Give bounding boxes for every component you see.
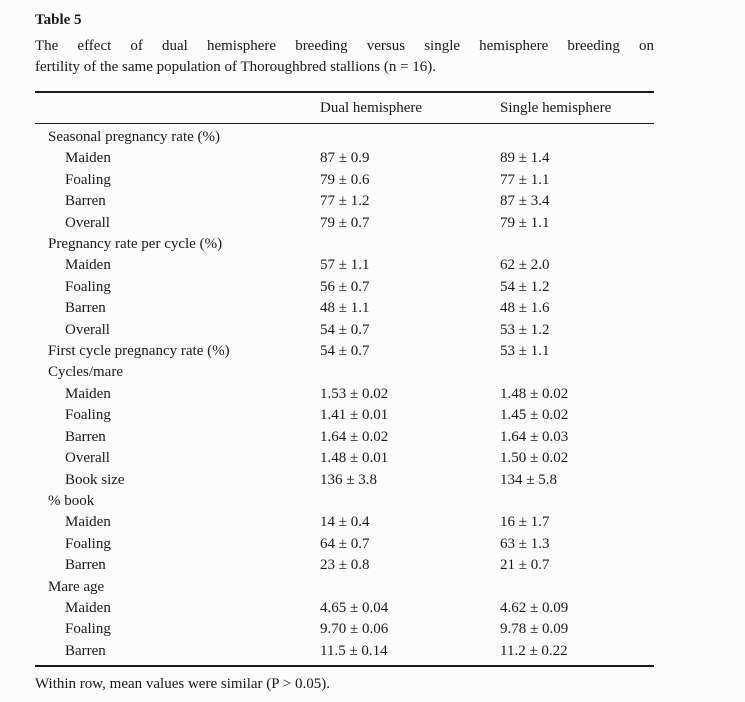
cell-dual-hemisphere-value: 1.48 ± 0.01 — [320, 450, 389, 467]
cell-single-hemisphere-value: 134 ± 5.8 — [500, 471, 557, 488]
cell-dual-hemisphere-value: 4.65 ± 0.04 — [320, 599, 389, 616]
row-label: % book — [48, 492, 95, 509]
cell-single-hemisphere-value: 4.62 ± 0.09 — [500, 599, 569, 616]
table-row — [35, 170, 654, 191]
row-label: Foaling — [65, 171, 111, 188]
data-table — [35, 91, 654, 667]
cell-single-hemisphere-value — [500, 234, 654, 255]
table-row — [35, 448, 654, 469]
cell-single-hemisphere-value: 1.45 ± 0.02 — [500, 407, 569, 424]
section-row — [35, 362, 654, 383]
row-label: Cycles/mare — [48, 364, 123, 381]
cell-single-hemisphere-value: 87 ± 3.4 — [500, 193, 550, 210]
cell-dual-hemisphere-value: 56 ± 0.7 — [320, 278, 370, 295]
cell-dual-hemisphere-value: 1.64 ± 0.02 — [320, 428, 389, 445]
table-footnote: Within row, mean values were similar (P > 0.05). — [35, 676, 331, 693]
row-label: First cycle pregnancy rate (%) — [48, 343, 230, 360]
cell-dual-hemisphere-value: 23 ± 0.8 — [320, 557, 370, 574]
row-label: Foaling — [65, 535, 111, 552]
row-label: Maiden — [65, 514, 111, 531]
table-row — [35, 619, 654, 640]
cell-dual-hemisphere-value — [320, 577, 500, 598]
row-label: Barren — [65, 642, 106, 659]
cell-dual-hemisphere-value: 57 ± 1.1 — [320, 257, 370, 274]
table-caption — [35, 36, 654, 78]
row-label: Pregnancy rate per cycle (%) — [48, 236, 223, 253]
cell-dual-hemisphere-value: 79 ± 0.6 — [320, 171, 370, 188]
row-label: Maiden — [65, 150, 111, 167]
cell-dual-hemisphere-value: 1.53 ± 0.02 — [320, 385, 389, 402]
table-row — [35, 427, 654, 448]
table-row — [35, 555, 654, 576]
row-label: Barren — [65, 557, 106, 574]
section-row — [35, 341, 654, 362]
table-row — [35, 598, 654, 619]
row-label: Maiden — [65, 599, 111, 616]
cell-single-hemisphere-value: 79 ± 1.1 — [500, 214, 550, 231]
table-row — [35, 191, 654, 212]
cell-dual-hemisphere-value — [320, 362, 500, 383]
table-caption-line-2: fertility of the same population of Thoroughbred stallions (n = 16). — [35, 59, 437, 75]
row-label: Maiden — [65, 257, 111, 274]
cell-dual-hemisphere-value: 77 ± 1.2 — [320, 193, 370, 210]
cell-dual-hemisphere-value: 9.70 ± 0.06 — [320, 621, 389, 638]
cell-dual-hemisphere-value: 54 ± 0.7 — [320, 321, 370, 338]
cell-single-hemisphere-value: 77 ± 1.1 — [500, 171, 550, 188]
table-caption-line-1: The effect of dual hemisphere breeding versus single hemisphere breeding on — [35, 38, 654, 54]
cell-dual-hemisphere-value: 54 ± 0.7 — [320, 343, 370, 360]
cell-single-hemisphere-value — [500, 577, 654, 598]
table-body — [35, 124, 654, 667]
cell-single-hemisphere-value: 89 ± 1.4 — [500, 150, 550, 167]
table-row — [35, 255, 654, 276]
row-label: Overall — [65, 450, 110, 467]
cell-single-hemisphere-value: 21 ± 0.7 — [500, 557, 550, 574]
table-row — [35, 384, 654, 405]
cell-dual-hemisphere-value: 14 ± 0.4 — [320, 514, 370, 531]
table-row — [35, 512, 654, 533]
header-row-label-column — [35, 92, 320, 124]
table-row — [35, 213, 654, 234]
cell-dual-hemisphere-value — [320, 124, 500, 149]
cell-single-hemisphere-value: 54 ± 1.2 — [500, 278, 550, 295]
cell-single-hemisphere-value: 16 ± 1.7 — [500, 514, 550, 531]
table-row — [35, 405, 654, 426]
cell-dual-hemisphere-value: 64 ± 0.7 — [320, 535, 370, 552]
table-row — [35, 641, 654, 666]
table-row — [35, 148, 654, 169]
cell-single-hemisphere-value: 1.48 ± 0.02 — [500, 385, 569, 402]
cell-dual-hemisphere-value: 1.41 ± 0.01 — [320, 407, 389, 424]
row-label: Seasonal pregnancy rate (%) — [48, 129, 221, 145]
cell-single-hemisphere-value — [500, 491, 654, 512]
cell-dual-hemisphere-value: 87 ± 0.9 — [320, 150, 370, 167]
cell-dual-hemisphere-value — [320, 234, 500, 255]
table-row — [35, 470, 654, 491]
row-label: Barren — [65, 428, 106, 445]
cell-single-hemisphere-value: 53 ± 1.2 — [500, 321, 550, 338]
cell-dual-hemisphere-value: 48 ± 1.1 — [320, 300, 370, 317]
cell-single-hemisphere-value: 53 ± 1.1 — [500, 343, 550, 360]
cell-single-hemisphere-value: 63 ± 1.3 — [500, 535, 550, 552]
cell-dual-hemisphere-value: 79 ± 0.7 — [320, 214, 370, 231]
row-label: Barren — [65, 300, 106, 317]
row-label: Overall — [65, 214, 110, 231]
table-number-title: Table 5 — [35, 12, 82, 28]
cell-single-hemisphere-value — [500, 124, 654, 149]
cell-single-hemisphere-value: 48 ± 1.6 — [500, 300, 550, 317]
row-label: Maiden — [65, 385, 111, 402]
cell-single-hemisphere-value: 11.2 ± 0.22 — [500, 642, 568, 659]
row-label: Foaling — [65, 621, 111, 638]
cell-single-hemisphere-value — [500, 362, 654, 383]
table-row — [35, 298, 654, 319]
table-row — [35, 277, 654, 298]
table-row — [35, 320, 654, 341]
section-row — [35, 577, 654, 598]
table-row — [35, 534, 654, 555]
cell-dual-hemisphere-value: 136 ± 3.8 — [320, 471, 377, 488]
cell-single-hemisphere-value: 62 ± 2.0 — [500, 257, 550, 274]
table-header-row — [35, 92, 654, 124]
header-dual-hemisphere: Dual hemisphere — [320, 92, 500, 124]
row-label: Barren — [65, 193, 106, 210]
row-label: Mare age — [48, 578, 105, 595]
header-single-hemisphere: Single hemisphere — [500, 92, 654, 124]
cell-single-hemisphere-value: 9.78 ± 0.09 — [500, 621, 569, 638]
section-row — [35, 491, 654, 512]
row-label: Book size — [65, 471, 125, 488]
row-label: Foaling — [65, 407, 111, 424]
cell-single-hemisphere-value: 1.50 ± 0.02 — [500, 450, 569, 467]
section-row — [35, 124, 654, 149]
cell-dual-hemisphere-value — [320, 491, 500, 512]
section-row — [35, 234, 654, 255]
cell-dual-hemisphere-value: 11.5 ± 0.14 — [320, 642, 388, 659]
row-label: Overall — [65, 321, 110, 338]
row-label: Foaling — [65, 278, 111, 295]
cell-single-hemisphere-value: 1.64 ± 0.03 — [500, 428, 569, 445]
